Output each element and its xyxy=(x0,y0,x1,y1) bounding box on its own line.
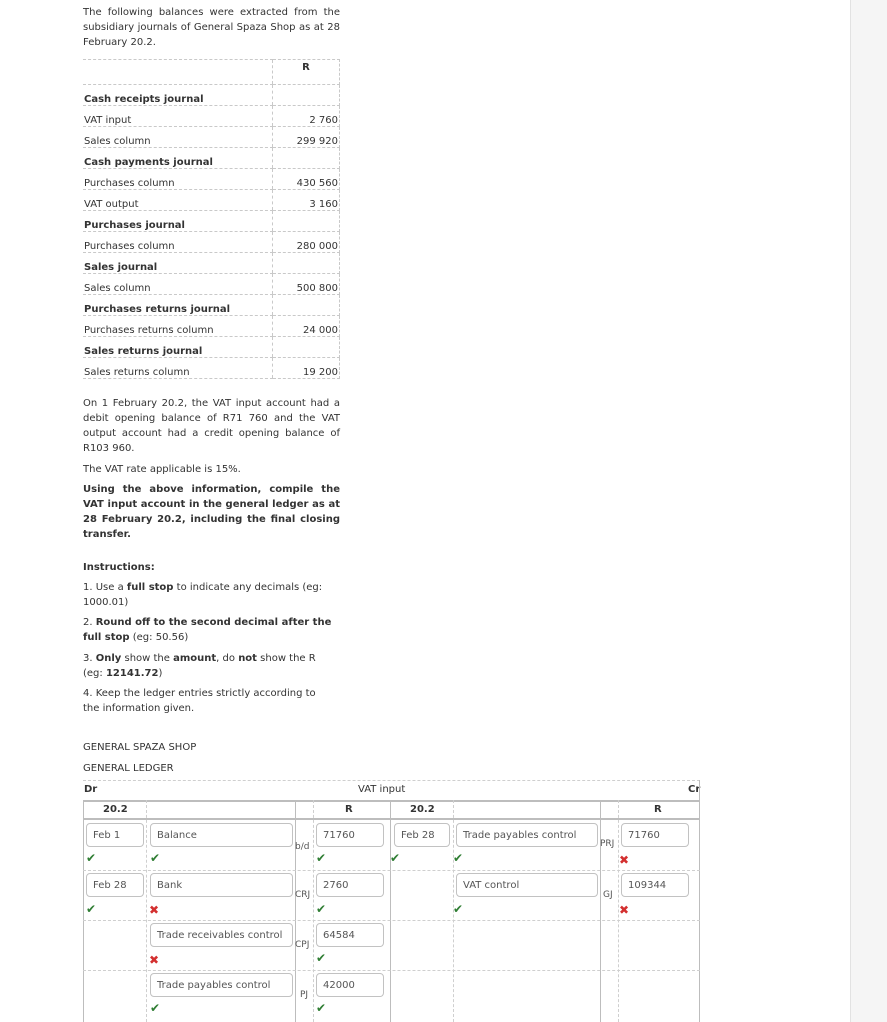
debit-folio: CPJ xyxy=(295,940,310,950)
currency-header: R xyxy=(273,60,340,85)
credit-details-input[interactable]: Trade payables control xyxy=(456,823,598,847)
correct-icon: ✔ xyxy=(316,851,327,865)
instruction-3: 3. Only show the amount, do not show the R (eg: 12141.72) xyxy=(83,653,316,679)
table-row: Cash payments journal xyxy=(83,148,340,169)
credit-folio: PRJ xyxy=(600,839,615,849)
table-row: Purchases journal xyxy=(83,211,340,232)
company-name: GENERAL SPAZA SHOP xyxy=(83,742,197,753)
debit-amount-input[interactable]: 64584 xyxy=(316,923,384,947)
credit-amount-input[interactable]: 71760 xyxy=(621,823,689,847)
debit-date-input[interactable]: Feb 1 xyxy=(86,823,144,847)
year-left: 20.2 xyxy=(103,804,128,815)
correct-icon: ✔ xyxy=(86,902,97,916)
wrong-icon: ✖ xyxy=(619,853,630,867)
vat-input-ledger xyxy=(83,780,700,1022)
instruction-2: 2. Round off to the second decimal after the full stop (eg: 50.56) xyxy=(83,617,332,643)
table-row: Sales column 500 800 xyxy=(83,274,340,295)
vat-rate-text: The VAT rate applicable is 15%. xyxy=(83,464,241,475)
credit-folio: GJ xyxy=(603,890,613,900)
table-row: Sales returns column 19 200 xyxy=(83,358,340,379)
table-row: Sales returns journal xyxy=(83,337,340,358)
task-text: Using the above information, compile the VAT input account in the general ledger as at 28 February 20.2, including the final closing transfer. xyxy=(83,484,340,540)
r-right: R xyxy=(654,804,662,815)
correct-icon: ✔ xyxy=(453,902,464,916)
credit-details-input[interactable]: VAT control xyxy=(456,873,598,897)
correct-icon: ✔ xyxy=(453,851,464,865)
debit-details-input[interactable]: Bank xyxy=(150,873,293,897)
debit-amount-input[interactable]: 71760 xyxy=(316,823,384,847)
instruction-1: 1. Use a full stop to indicate any decimals (eg: 1000.01) xyxy=(83,582,323,608)
instructions-heading: Instructions: xyxy=(83,562,155,573)
opening-balance-text: On 1 February 20.2, the VAT input account had a debit opening balance of R71 760 and the VAT output account had a credit opening balance of R103 960. xyxy=(83,398,340,454)
debit-details-input[interactable]: Balance xyxy=(150,823,293,847)
credit-date-input[interactable]: Feb 28 xyxy=(394,823,450,847)
table-row: Sales journal xyxy=(83,253,340,274)
table-row: Purchases returns column 24 000 xyxy=(83,316,340,337)
debit-amount-input[interactable]: 2760 xyxy=(316,873,384,897)
cr-label: Cr xyxy=(688,784,701,795)
table-row: Purchases column 430 560 xyxy=(83,169,340,190)
table-row: Cash receipts journal xyxy=(83,85,340,106)
correct-icon: ✔ xyxy=(316,902,327,916)
wrong-icon: ✖ xyxy=(619,903,630,917)
table-row: VAT input 2 760 xyxy=(83,106,340,127)
dr-label: Dr xyxy=(84,784,98,795)
year-right: 20.2 xyxy=(410,804,435,815)
debit-details-input[interactable]: Trade payables control xyxy=(150,973,293,997)
wrong-icon: ✖ xyxy=(149,903,160,917)
correct-icon: ✔ xyxy=(86,851,97,865)
debit-folio: PJ xyxy=(300,990,309,1000)
side-panel xyxy=(851,0,887,1022)
table-row: Purchases returns journal xyxy=(83,295,340,316)
intro-text: The following balances were extracted from the subsidiary journals of General Spaza Shop as at 28 February 20.2. xyxy=(83,7,340,48)
table-header-row xyxy=(83,60,340,85)
correct-icon: ✔ xyxy=(316,1001,327,1015)
r-left: R xyxy=(345,804,353,815)
debit-details-input[interactable]: Trade receivables control xyxy=(150,923,293,947)
debit-folio: CRJ xyxy=(295,890,311,900)
table-row: Sales column 299 920 xyxy=(83,127,340,148)
debit-amount-input[interactable]: 42000 xyxy=(316,973,384,997)
ledger-title: GENERAL LEDGER xyxy=(83,763,174,774)
correct-icon: ✔ xyxy=(150,851,161,865)
table-row: VAT output 3 160 xyxy=(83,190,340,211)
debit-folio: b/d xyxy=(295,842,310,852)
account-name: VAT input xyxy=(358,784,406,795)
instruction-4: 4. Keep the ledger entries strictly according to the information given. xyxy=(83,688,316,714)
correct-icon: ✔ xyxy=(390,851,401,865)
correct-icon: ✔ xyxy=(150,1001,161,1015)
table-row: Purchases column 280 000 xyxy=(83,232,340,253)
credit-amount-input[interactable]: 109344 xyxy=(621,873,689,897)
balances-table xyxy=(83,59,340,379)
debit-date-input[interactable]: Feb 28 xyxy=(86,873,144,897)
correct-icon: ✔ xyxy=(316,951,327,965)
wrong-icon: ✖ xyxy=(149,953,160,967)
